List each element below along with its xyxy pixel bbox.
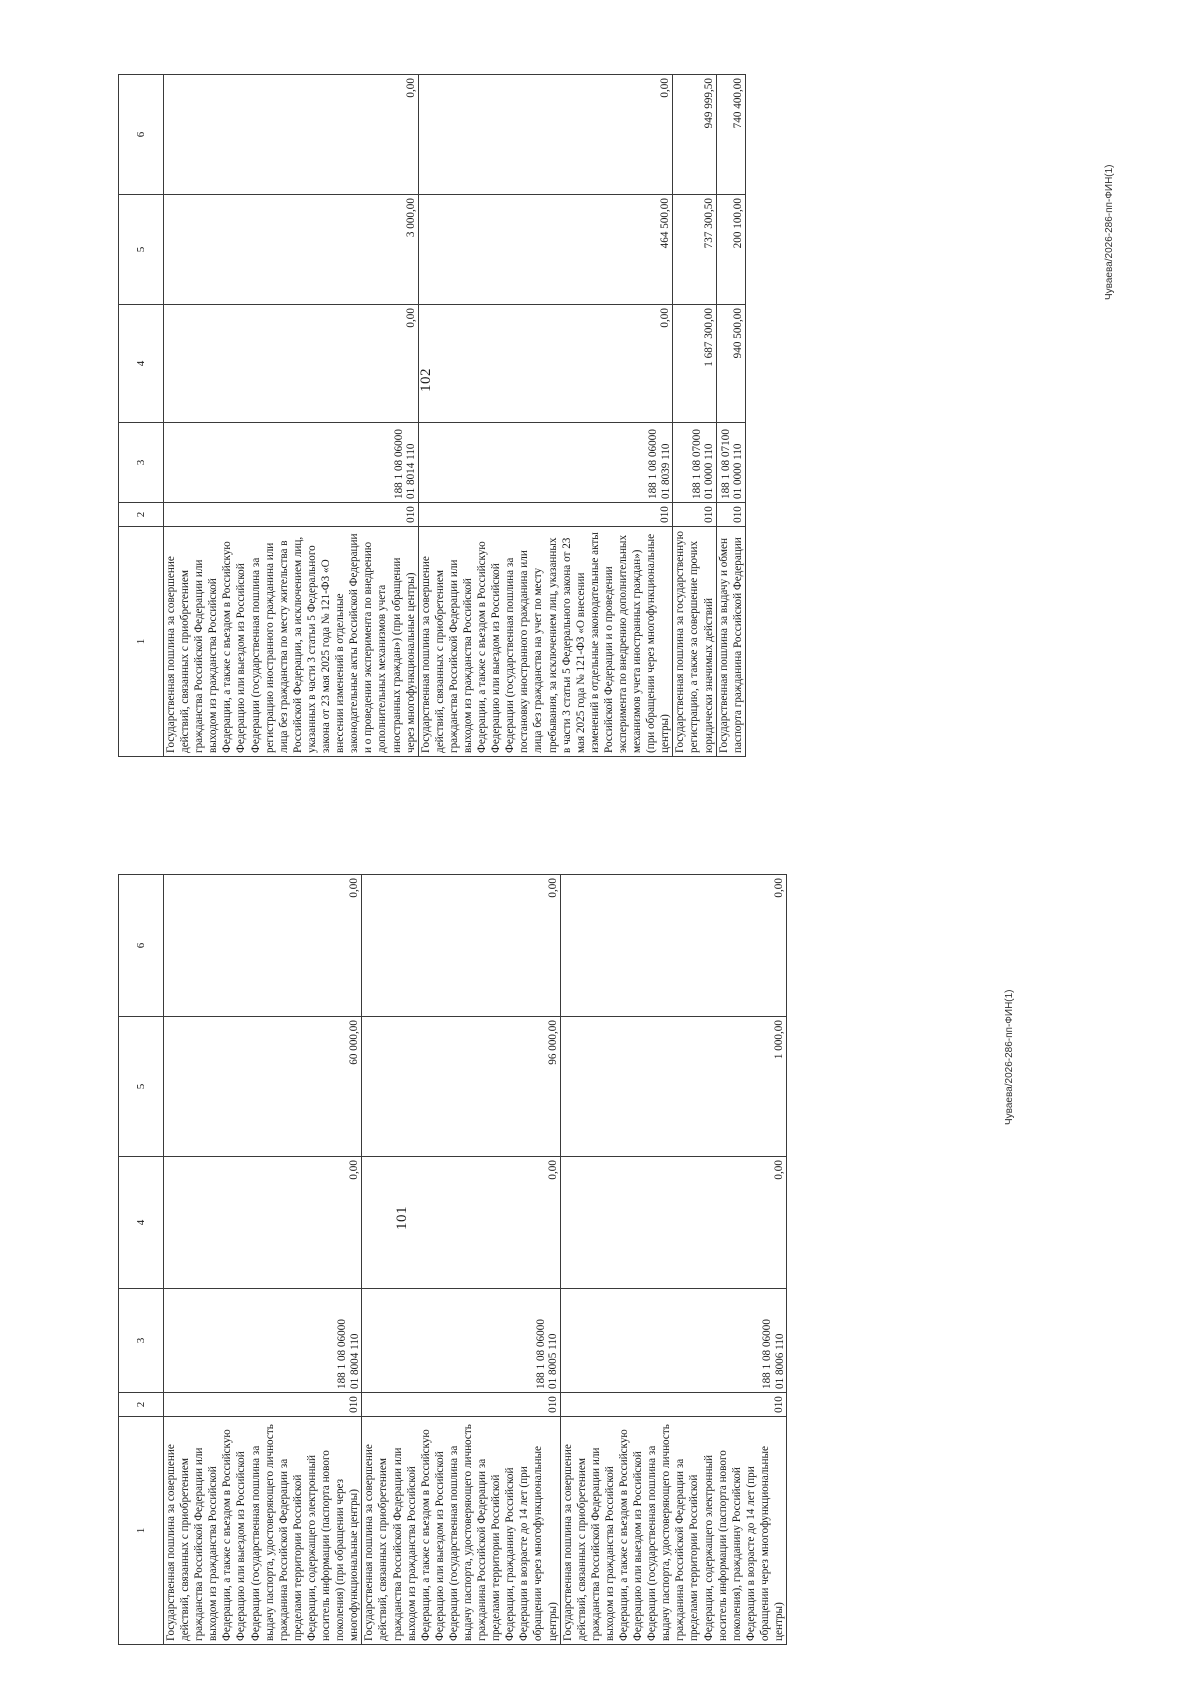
table-row — [362, 875, 560, 1645]
column-header: 2 — [119, 1393, 164, 1417]
income-name: Государственная пошлина за выдачу и обмен паспорта гражданина Российской Федерации — [716, 527, 745, 757]
amount-col-5: 464 500,00 — [418, 195, 673, 305]
budget-classification-code: 188 1 08 07000 01 0000 110 — [673, 423, 716, 503]
budget-classification-code: 188 1 08 06000 01 8014 110 — [164, 423, 419, 503]
column-header: 2 — [119, 503, 164, 527]
table-row — [164, 875, 362, 1645]
amount-col-5: 60 000,00 — [164, 1017, 362, 1157]
amount-col-6: 0,00 — [560, 875, 787, 1017]
page-102-table-wrapper — [118, 75, 952, 757]
table-row — [673, 75, 716, 757]
budget-classification-code: 188 1 08 06000 01 8004 110 — [164, 1289, 362, 1393]
amount-col-6: 949 999,50 — [673, 75, 716, 195]
admin-code: 010 — [418, 503, 673, 527]
table-row — [560, 875, 787, 1645]
amount-col-4: 1 687 300,00 — [673, 305, 716, 423]
amount-col-5: 3 000,00 — [164, 195, 419, 305]
document-footer: Чуваева/2026-286-пп-ФИН(1) — [1004, 989, 1015, 1125]
amount-col-5: 1 000,00 — [560, 1017, 787, 1157]
amount-col-6: 740 400,00 — [716, 75, 745, 195]
table-row — [164, 75, 419, 757]
income-name: Государственная пошлина за совершение действий, связанных с приобретением гражданства Российской Федерации или выходом из гражданства Российской Федерации, а также с въездом в Российскую Федерацию или выездом из Российской Федерации (государственная пошлина за регистрацию иностранного гражданина или лица без гражданства по месту жительства в Российской Федерации, за исключением лиц, указанных в части 3 статьи 5 Федерального закона от 23 мая 2025 года № 121-ФЗ «О внесении изменений в отдельные законодательные акты Российской Федерации и о проведении эксперимента по внедрению дополнительных механизмов учета иностранных граждан») (при обращении через многофункциональные центры) — [164, 527, 419, 757]
budget-classification-code: 188 1 08 06000 01 8006 110 — [560, 1289, 787, 1393]
amount-col-6: 0,00 — [164, 875, 362, 1017]
column-header: 5 — [119, 1017, 164, 1157]
column-header: 3 — [119, 1289, 164, 1393]
column-header: 1 — [119, 527, 164, 757]
budget-classification-code: 188 1 08 06000 01 8005 110 — [362, 1289, 560, 1393]
income-name: Государственная пошлина за совершение действий, связанных с приобретением гражданства Российской Федерации или выходом из гражданства Российской Федерации, а также с въездом в Российскую Федерацию или выездом из Российской Федерации (государственная пошлина за постановку иностранного гражданина или лица без гражданства на учет по месту пребывания, за исключением лиц, указанных в части 3 статьи 5 Федерального закона от 23 мая 2025 года № 121-ФЗ «О внесении изменений в отдельные законодательные акты Российской Федерации и о проведении эксперимента по внедрению дополнительных механизмов учета иностранных граждан») (при обращении через многофункциональные центры) — [418, 527, 673, 757]
admin-code: 010 — [560, 1393, 787, 1417]
column-header: 6 — [119, 75, 164, 195]
amount-col-4: 0,00 — [164, 1157, 362, 1289]
amount-col-6: 0,00 — [164, 75, 419, 195]
column-header: 1 — [119, 1417, 164, 1645]
amount-col-5: 737 300,50 — [673, 195, 716, 305]
amount-col-6: 0,00 — [362, 875, 560, 1017]
table-row — [418, 75, 673, 757]
budget-classification-code: 188 1 08 06000 01 8039 110 — [418, 423, 673, 503]
amount-col-5: 96 000,00 — [362, 1017, 560, 1157]
admin-code: 010 — [673, 503, 716, 527]
admin-code: 010 — [164, 503, 419, 527]
amount-col-4: 940 500,00 — [716, 305, 745, 423]
amount-col-4: 0,00 — [362, 1157, 560, 1289]
table-header-row — [119, 75, 164, 757]
amount-col-4: 0,00 — [164, 305, 419, 423]
admin-code: 010 — [362, 1393, 560, 1417]
budget-classification-code: 188 1 08 07100 01 0000 110 — [716, 423, 745, 503]
amount-col-4: 0,00 — [418, 305, 673, 423]
income-name: Государственная пошлина за государственную регистрацию, а также за совершение прочих юридически значимых действий — [673, 527, 716, 757]
column-header: 4 — [119, 1157, 164, 1289]
document-footer: Чуваева/2026-286-пп-ФИН(1) — [1104, 164, 1115, 300]
revenue-table — [118, 874, 787, 1645]
admin-code: 010 — [164, 1393, 362, 1417]
table-row — [716, 75, 745, 757]
amount-col-5: 200 100,00 — [716, 195, 745, 305]
column-header: 3 — [119, 423, 164, 503]
revenue-table — [118, 74, 746, 757]
admin-code: 010 — [716, 503, 745, 527]
income-name: Государственная пошлина за совершение действий, связанных с приобретением гражданства Российской Федерации или выходом из гражданства Российской Федерации, а также с въездом в Российскую Федерацию или выездом из Российской Федерации (государственная пошлина за выдачу паспорта, удостоверяющего личность гражданина Российской Федерации за пределами территории Российской Федерации, содержащего электронный носитель информации (паспорта нового поколения), гражданину Российской Федерации в возрасте до 14 лет (при обращении через многофункциональные центры) — [560, 1417, 787, 1645]
amount-col-6: 0,00 — [418, 75, 673, 195]
page-101-table-wrapper — [118, 875, 952, 1645]
column-header: 5 — [119, 195, 164, 305]
amount-col-4: 0,00 — [560, 1157, 787, 1289]
page-number: 102 — [418, 368, 434, 392]
column-header: 4 — [119, 305, 164, 423]
column-header: 6 — [119, 875, 164, 1017]
table-header-row — [119, 875, 164, 1645]
page-number: 101 — [394, 1206, 410, 1230]
income-name: Государственная пошлина за совершение действий, связанных с приобретением гражданства Российской Федерации или выходом из гражданства Российской Федерации, а также с въездом в Российскую Федерацию или выездом из Российской Федерации (государственная пошлина за выдачу паспорта, удостоверяющего личность гражданина Российской Федерации за пределами территории Российской Федерации, гражданину Российской Федерации в возрасте до 14 лет (при обращении через многофункциональные центры) — [362, 1417, 560, 1645]
income-name: Государственная пошлина за совершение действий, связанных с приобретением гражданства Российской Федерации или выходом из гражданства Российской Федерации, а также с въездом в Российскую Федерацию или выездом из Российской Федерации (государственная пошлина за выдачу паспорта, удостоверяющего личность гражданина Российской Федерации за пределами территории Российской Федерации, содержащего электронный носитель информации (паспорта нового поколения) (при обращении через многофункциональные центры) — [164, 1417, 362, 1645]
